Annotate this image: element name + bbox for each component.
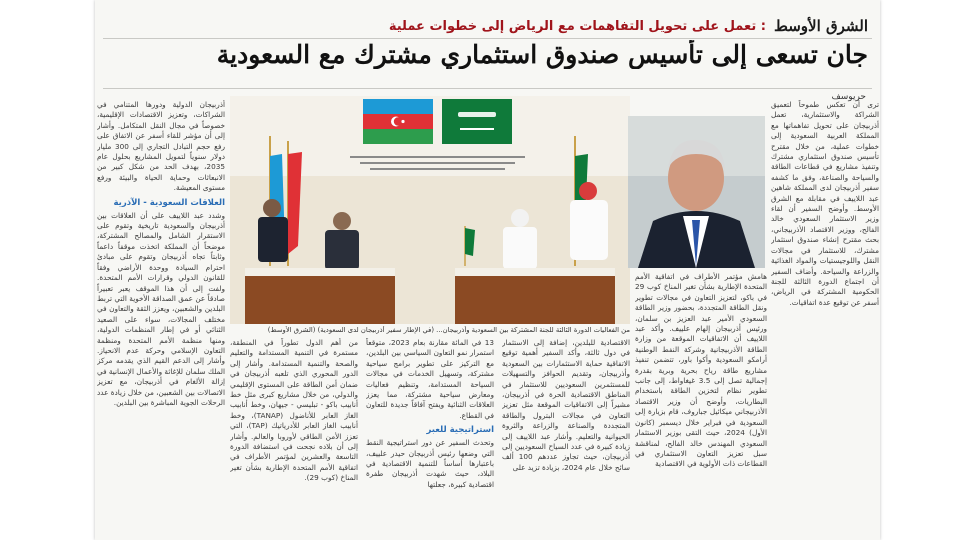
masthead-rule [103,38,872,39]
subheading-strategy: استراتيجية للعبر [426,425,494,436]
column-2-paragraph-1: من أهم الدول تطوراً في المنطقة، مستمرة في التنمية المستدامة والتعليم والصحة والتنمية المستدامة. وأشار إلى الدور المحوري الذي تلعبه أذربيجان في ضمان أمن الطاقة على المستوى الإقليمي والدولي، من خلال مشاريع كبرى مثل خط أنابيب باكو - تبليسي - جيهان، وخط أنابيب الغاز العابر للأناضول (TANAP)، وخط أنابيب الغاز العابر للأدرياتيك (TAP)، التي تعزز الأمن الطاقي لأوروبا والعالم. وأشار إلى أن بلاده نجحت في استضافة الدورة التاسعة والعشرين لمؤتمر الأطراف في اتفاقية الأمم المتحدة الإطارية بشأن تغير المناخ (كوب 29). [230,338,358,483]
subheading-relations: العلاقات السعودية - الآذرية [113,197,225,208]
article-column-5 [635,272,767,540]
headline-rule [103,88,872,89]
column-3-paragraph-2: وتحدث السفير عن دور استراتيجية النقط التي وضعها رئيس أذربيجان حيدر علييف، باعتبارها أساساً للتنمية الاقتصادية في البلاد، حيث شهدت أذربيجان طفرة اقتصادية كبيرة، جعلتها [366,438,494,489]
azerbaijan-flag-icon [363,99,433,144]
column-1-paragraph-2: وشدد عبد اللاييف على أن العلاقات بين أذربيجان والسعودية تاريخية وتقوم على الاستقرار الشامل والمصالح المشتركة، موضحاً أن المملكة اتخذت موقفاً داعماً وثابتاً تجاه أذربيجان وتقوم على مبادئ احترام السيادة ووحدة الأراضي وفقاً للقانون الدولي وقرارات الأمم المتحدة. ولفت إلى أن هذا الموقف يعبر تعبيراً صادقاً عن عمق الصداقة الأخوية التي تربط البلدين والشعبين، ويعزز الثقة والتعاون في مختلف المجالات، سواء على الصعيد الثنائي أو في إطار المنظمات الدولية، ومنها منظمة الأمم المتحدة ومنظمة التعاون الإسلامي وحركة عدم الانحياز. وأشار إلى الدعم القيم الذي يقدمه مركز الملك سلمان للإغاثة والأعمال الإنسانية في إزالة الألغام في أذربيجان، مع تعزيز الاتصالات بين الشعبين، من خلال زيادة عدد الرحلات الجوية المباشرة بين البلدين. [97,210,225,407]
newspaper-brand: الشرق الأوسط [773,17,868,35]
column-4-paragraph-1: الاقتصادية للبلدين، إضافة إلى الاستثمار في دول ثالثة، وأكد السفير أهمية توقيع الاتفاقية حماية الاستثمارات بين السعودية وأذربيجان، وتقديم الحوافز والتسهيلات للمستثمرين السعوديين للاستثمار في المناطق الاقتصادية الحرة في أذربيجان، مشيراً إلى الاتفاقيات الموقعة مثل تعزيز التعاون في مجالات البترول والطاقة المتجددة والصناعة والزراعة والثروة الحيوانية والتعليم. وأشار عبد اللاييف إلى زيادة كبيرة في عدد السياح السعوديين إلى أذربيجان، حيث تجاوز عددهم 100 ألف سائح خلال عام 2024، بزيادة تزيد على [502,338,630,472]
column-1-paragraph-1: أذربيجان الدولية ودورها المتنامي في الشراكات، وتعزيز الاقتصادات الإقليمية، خصوصاً في مجال النقل المتكامل. وأشار إلى أن مؤشر للقاء أسفر عن الاتفاق على رفع حجم التبادل التجاري إلى 300 مليار دولار سنوياً لتمويل المشاريع بحلول عام 2035، بهدف الحد من شكل كبير من الانبعاثات وحماية الحياة والبيئة ورفع مستوى المعيشة. [97,100,225,193]
article-column-4 [502,338,630,540]
article-column-6 [771,100,879,540]
signing-ceremony-photo [230,96,630,324]
column-6-paragraph-1: ترى أن تعكس طموحاً لتعميق الشراكة والاستثمارية، تعمل أذربيجان على تحويل تفاهماتها مع المملكة العربية السعودية إلى خطوات عملية، من خلال مقترح تأسيس صندوق استثماري مشترك وتنفيذ مشاريع في قطاعات الطاقة والسياحة والصناعة، وفق ما كشفه سفير أذربيجان لدى المملكة شاهين عبد اللاييف في مقابلة مع الشرق الأوسط. وأوضح السفير أن لقاء وزير الاستثمار السعودي خالد الفالح، ووزير الاقتصاد الأذربيجاني، بحث مقترح إنشاء صندوق استثمار مشترك، للاستثمار في مجالات النقل واللوجيستيات والمواد الغذائية والزراعة والسياحة. وأضاف السفير أن اجتماع الدورة الثالثة للجنة الحكومية المشتركة في الرياض، أسفر عن توقيع عدة اتفاقيات. [771,100,879,307]
photo-caption: من الفعاليات الدورة الثالثة للجنة المشتركة بين السعودية وأذربيجان... (في الإطار سفير أذربيجان لدى السعودية) (الشرق الأوسط) [267,326,630,334]
article-column-2 [230,338,358,540]
ambassador-portrait [628,116,765,268]
column-3-paragraph-1: 13 في المائة مقارنة بعام 2023، متوقعاً استمرار نمو التعاون السياسي بين البلدين، مع التركيز على تطوير برامج سياحية مشتركة، وتسهيل الخدمات في مجالات السياحة المستدامة، وتنظيم فعاليات ومعارض سياحية مشتركة، مما يعزز العلاقات الثنائية ويفتح آفاقاً جديدة للتعاون في القطاع. [366,338,494,420]
signing-ceremony-illustration [230,96,630,324]
byline: حريوسف [831,92,866,102]
ambassador-portrait-photo [628,116,765,268]
article-column-1 [97,100,225,540]
article-headline: جان تسعى إلى تأسيس صندوق استثماري مشترك مع السعودية [216,40,868,69]
kicker-line: : تعمل على تحويل التفاهمات مع الرياض إلى خطوات عملية [388,18,766,34]
column-5-paragraph-1: هامش مؤتمر الأطراف في اتفاقية الأمم المتحدة الإطارية بشأن تغير المناخ كوب 29 في باكو، لتعزيز التعاون في مجالات تطوير ونقل الطاقة المتجددة، بحضور وزير الطاقة السعودي الأمير عبد العزيز بن سلمان، ورئيس أذربيجان إلهام علييف. وأكد عبد اللاييف أن الاتفاقيات الموقعة من وزارة الطاقة الأذربيجانية وشركة النفط الوطنية أرامكو السعودية وأكوا باور، تتضمن تنفيذ مشاريع طاقة رياح بحرية وبرية بقدرة إجمالية تصل إلى 3.5 غيغاواط، إلى جانب تطوير نظام لتخزين الطاقة باستخدام البطاريات، وأوضح أن وزير الاقتصاد الأذربيجاني ميكائيل جباروف، قام بزيارة إلى السعودية في فبراير خلال ديسمبر (كانون الأول) 2024، حيث التقى بوزير الاستثمار السعودي المهندس خالد الفالح، لمناقشة سبل تعزيز التعاون الاستثماري في القطاعات ذات الأولوية في الاقتصادية [635,272,767,469]
article-column-3 [366,338,494,540]
saudi-flag-icon [442,99,512,144]
masthead [389,14,868,38]
newspaper-page [95,0,880,540]
